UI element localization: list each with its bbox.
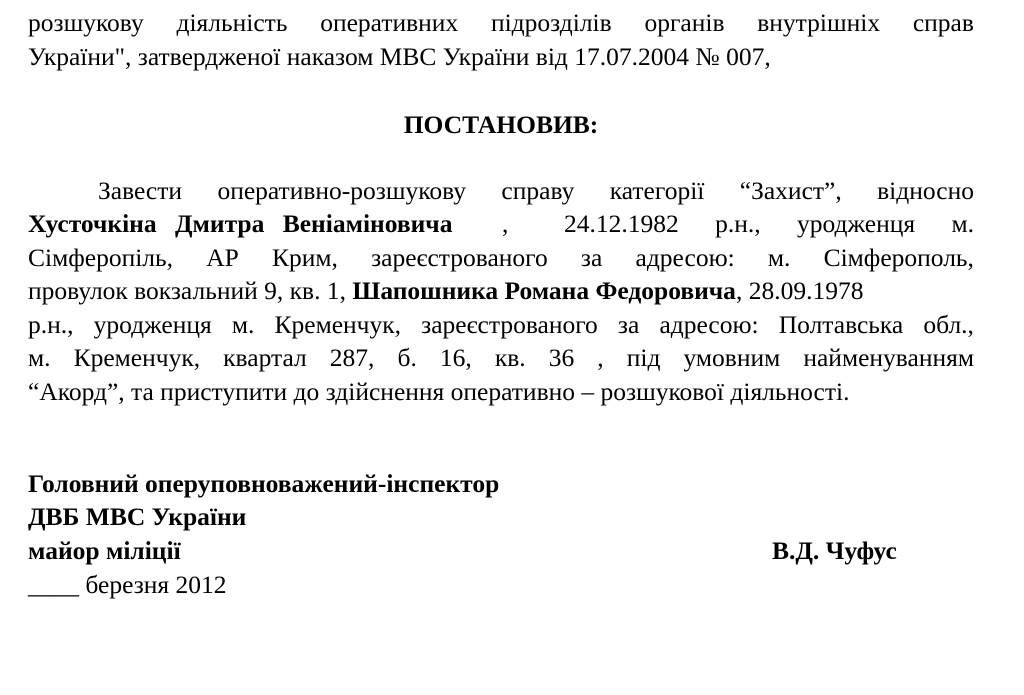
body-line-6-word: квартал [223, 343, 307, 372]
body-line-6-word: м. [28, 343, 51, 372]
body-line-6-word: 16, [439, 343, 472, 372]
signature-date: ____ березня 2012 [28, 570, 227, 599]
body-line-5-word: зареєстрованого [421, 310, 598, 339]
body-line-3-word: Сімферопіль, [28, 243, 174, 272]
body-line-6-word: кв. [494, 343, 526, 372]
signature-position-1: Головний оперуповноважений-інспектор [28, 469, 500, 498]
intro-line-1-word: діяльність [176, 8, 288, 37]
body-line-4 [28, 276, 863, 306]
body-line-3-word: Крим, [271, 243, 338, 272]
body-line-5-word: м. [231, 310, 255, 339]
body-line-6-word: б. [397, 343, 417, 372]
body-line-5-word: адресою: [659, 310, 759, 339]
intro-line-1-word: органів [644, 8, 725, 37]
address-part: провулок вокзальний 9, кв. 1, [28, 276, 353, 305]
body-line-6-word: під [626, 343, 661, 372]
body-line-7: “Акорд”, та приступити до здійснення оперативно – розшукової діяльності. [28, 377, 850, 406]
body-line-6 [28, 343, 974, 373]
intro-line-1 [28, 8, 974, 38]
body-line-1-word: “Захист”, [739, 176, 842, 205]
signature-rank: майор міліції [28, 536, 181, 565]
body-line-6-word: умовним [683, 343, 781, 372]
body-line-2-word: 24.12.1982 [563, 209, 679, 238]
body-line-3-word: зареєстрованого [371, 243, 548, 272]
body-line-5-word: уродженця [93, 310, 212, 339]
person1-name: Хусточкіна Дмитра Веніаміновича [28, 209, 453, 238]
intro-line-1-word: внутрішніх [757, 8, 881, 37]
body-line-2-word: р.н., [715, 209, 761, 238]
body-line-5-word: р.н., [28, 310, 74, 339]
body-line-3 [28, 243, 974, 273]
body-line-5-word: Кременчук, [274, 310, 402, 339]
intro-line-1-word: підрозділів [490, 8, 612, 37]
body-line-6-word: Кременчук, [73, 343, 201, 372]
body-line-5-word: за [617, 310, 640, 339]
intro-line-1-word: справ [912, 8, 974, 37]
body-line-1-word: категорії [609, 176, 705, 205]
signature-name: В.Д. Чуфус [772, 536, 897, 565]
intro-line-2: України", затвердженої наказом МВС України від 17.07.2004 № 007, [28, 42, 771, 71]
body-line-5-word: Полтавська [778, 310, 904, 339]
intro-line-1-word: оперативних [320, 8, 459, 37]
body-line-3-word: за [580, 243, 603, 272]
resolution-heading: ПОСТАНОВИВ: [403, 110, 599, 139]
body-line-1-word: оперативно-розшукову [217, 176, 467, 205]
person2-name: Шапошника Романа Федоровича [352, 276, 736, 305]
body-line-2-word: м. [951, 209, 974, 238]
body-line-5-word: обл., [923, 310, 974, 339]
body-line-6-word: , [597, 343, 604, 372]
body-line-3-word: Сімферополь, [823, 243, 974, 272]
birthdate: , 28.09.1978 [735, 276, 864, 305]
body-line-1-word: Завести [98, 176, 183, 205]
signature-position-2: ДВБ МВС України [28, 502, 247, 531]
body-line-1-word: відносно [877, 176, 974, 205]
body-line-5 [28, 310, 974, 340]
body-line-2-word: уродженця [796, 209, 916, 238]
body-line-3-word: м. [767, 243, 791, 272]
body-line-6-word: 287, [329, 343, 375, 372]
body-line-6-word: 36 [548, 343, 575, 372]
body-line-1 [98, 176, 974, 206]
intro-line-1-word: розшукову [28, 8, 144, 37]
body-line-6-word: найменуванням [803, 343, 974, 372]
body-line-3-word: АР [206, 243, 239, 272]
body-line-2: Хусточкіна Дмитра Веніаміновича , 24.12.1982 р.н., уродженця м. [28, 209, 974, 238]
body-line-3-word: адресою: [635, 243, 735, 272]
body-line-1-word: справу [501, 176, 575, 205]
